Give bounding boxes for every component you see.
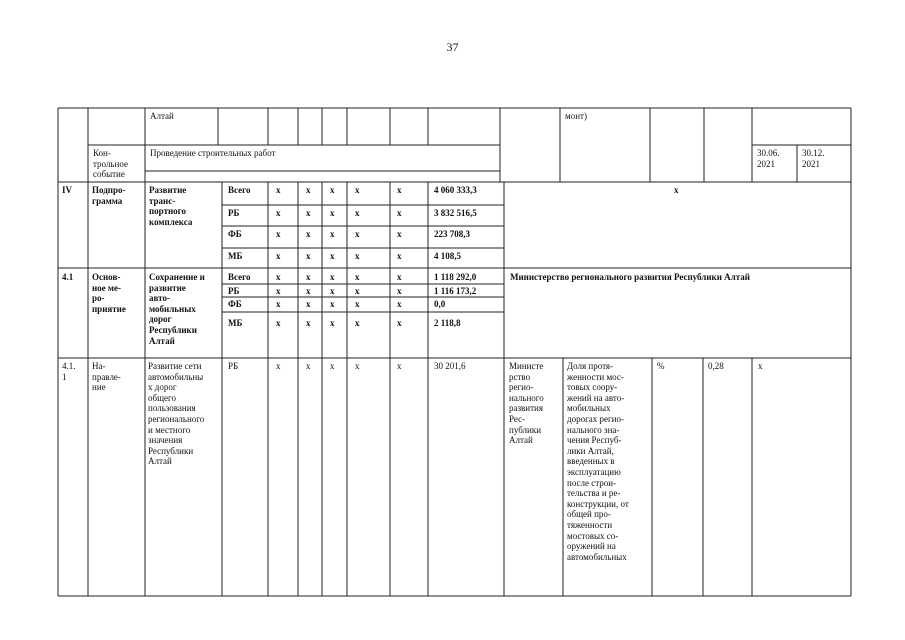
table-cell: х [355,229,360,239]
table-cell: х [276,299,281,309]
table-cell: х [355,185,360,195]
table-cell: х [330,251,335,261]
direction-type: На- правле- ние [92,361,121,393]
control-event-date-end: 30.12. 2021 [802,148,825,169]
table-cell: х [397,251,402,261]
table-cell: х [276,318,281,328]
direction-responsible: Министе рство регио- нального развития Рес- публики Алтай [509,361,544,446]
table-cell: х [330,361,335,371]
table-cell: х [397,318,402,328]
table-cell: х [330,208,335,218]
table-cell: х [306,318,311,328]
total-amount: 4 108,5 [434,251,461,261]
funding-source: Всего [228,272,251,282]
table-cell: х [330,185,335,195]
table-cell: х [276,272,281,282]
total-amount: 223 708,3 [434,229,470,239]
table-cell: х [306,208,311,218]
table-cell: х [276,185,281,195]
table-cell: х [355,208,360,218]
indicator-unit: % [657,361,665,371]
indicator-name: Доля протя- женности мос- товых соору- жений на авто- мобильных дорогах регио- нального зна- чения Респуб- лики Алтай, введенных в эксплуатацию после строи- тельства и ре- конструкции, от общей про- тяженности мостовых со- оружений на автомобильных [567,361,629,562]
table-cell: х [276,251,281,261]
table-cell: х [330,286,335,296]
total-amount: 2 118,8 [434,318,461,328]
table-cell: х [355,361,360,371]
table-cell: х [306,229,311,239]
main-event-number: 4.1 [62,272,74,282]
direction-name: Развитие сети автомобильны х дорог общего пользования регионального и местного значения Республики Алтай [148,361,205,467]
table-cell: х [306,251,311,261]
table-cell: х [355,286,360,296]
control-event-date-start: 30.06. 2021 [757,148,780,169]
funding-source: РБ [228,208,240,218]
total-amount: 0,0 [434,299,446,309]
total-amount: 1 118 292,0 [434,272,477,282]
indicator-base-value: 0,28 [708,361,724,371]
funding-source: Всего [228,185,251,195]
table-cell: х [397,286,402,296]
table-cell: х [306,361,311,371]
main-event-responsible: Министерство регионального развития Республики Алтай [510,272,750,282]
total-amount: 1 116 173,2 [434,286,477,296]
table-cell: х [397,299,402,309]
subprogram-responsible: х [674,185,679,195]
table-cell: х [355,299,360,309]
subprogram-name: Развитие транс- портного комплекса [149,185,193,227]
direction-number: 4.1. 1 [62,361,76,382]
table-cell: х [276,361,281,371]
funding-source: ФБ [228,229,242,239]
main-event-type: Основ- ное ме- ро- приятие [92,272,126,314]
subprogram-number: IV [62,185,73,195]
funding-source: РБ [228,361,239,371]
table-cell: х [355,318,360,328]
main-event-name: Сохранение и развитие авто- мобильных дорог Республики Алтай [149,272,205,346]
subprogram-type: Подпро- грамма [92,185,126,206]
table-cell: х [330,272,335,282]
table-cell: х [355,272,360,282]
table-cell: х [306,299,311,309]
funding-source: ФБ [228,299,242,309]
subject-name-continuation: Алтай [150,111,174,121]
funding-source: МБ [228,251,243,261]
page-number: 37 [446,40,459,54]
table-cell: х [330,229,335,239]
control-event-type: Кон- трольное событие [93,148,128,180]
table-cell: х [276,286,281,296]
table-cell: х [397,185,402,195]
table-cell: х [306,286,311,296]
table-cell: х [276,208,281,218]
funding-source: МБ [228,318,243,328]
indicator-continuation: монт) [565,111,587,121]
total-amount: 30 201,6 [434,361,466,371]
control-event-name: Проведение строительных работ [150,148,276,158]
total-amount: 4 060 333,3 [434,185,477,195]
funding-source: РБ [228,286,240,296]
table-cell: х [306,272,311,282]
table-cell: х [397,208,402,218]
table-cell: х [330,318,335,328]
table-cell: х [306,185,311,195]
table-cell: х [397,272,402,282]
indicator-next-value: х [758,361,763,371]
table-cell: х [355,251,360,261]
table-cell: х [397,361,402,371]
total-amount: 3 832 516,5 [434,208,477,218]
table-cell: х [276,229,281,239]
table-cell: х [330,299,335,309]
table-cell: х [397,229,402,239]
